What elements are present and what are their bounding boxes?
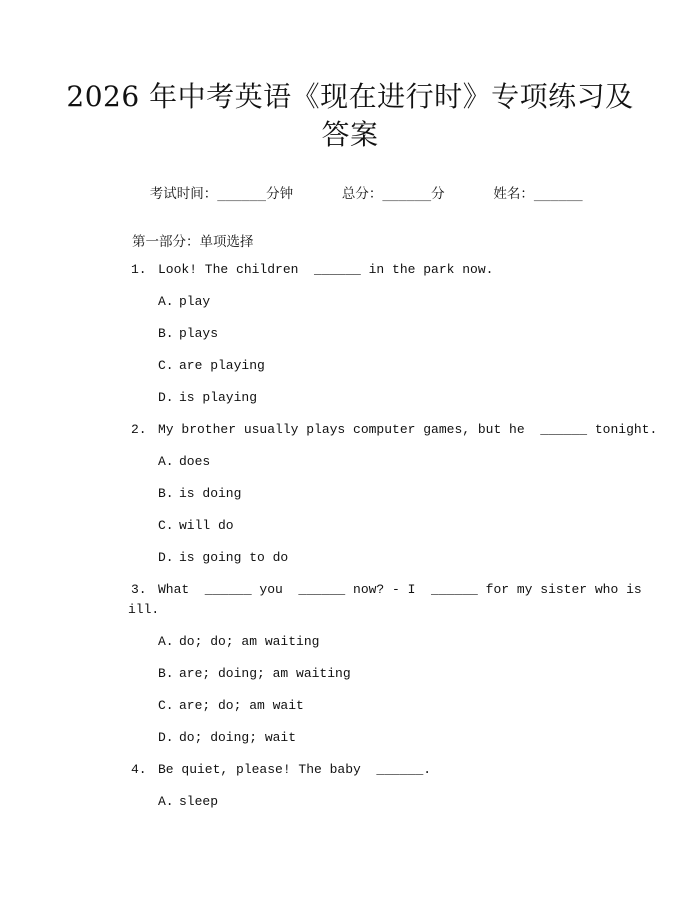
- option-letter: C.: [158, 358, 174, 373]
- option-text: will do: [179, 518, 234, 533]
- question-number: 3.: [131, 582, 147, 597]
- option-letter: B.: [158, 486, 174, 501]
- option-text: do; doing; wait: [179, 730, 297, 745]
- question-text-continued: ill.: [128, 602, 160, 617]
- question-number: 2.: [131, 422, 147, 437]
- option-letter: D.: [158, 390, 174, 405]
- option-item: [158, 326, 218, 341]
- option-letter: C.: [158, 698, 174, 713]
- question-text: Look! The children ______ in the park now.: [158, 262, 494, 277]
- exam-total-score: 总分：______分: [341, 186, 445, 202]
- option-letter: A.: [158, 634, 174, 649]
- option-item: [158, 454, 210, 469]
- option-item: [158, 730, 296, 745]
- option-text: are; do; am wait: [179, 698, 304, 713]
- question-number: 4.: [131, 762, 147, 777]
- option-item: [158, 550, 288, 565]
- option-item: [158, 486, 241, 501]
- option-letter: B.: [158, 326, 174, 341]
- question-number: 1.: [131, 262, 147, 277]
- option-letter: A.: [158, 454, 174, 469]
- option-letter: D.: [158, 550, 174, 565]
- exam-meta: [0, 166, 700, 218]
- title-line-1: 2026 年中考英语《现在进行时》专项练习及: [66, 80, 634, 113]
- exam-time: 考试时间：______分钟: [149, 186, 294, 202]
- option-item: [158, 666, 351, 681]
- option-letter: A.: [158, 794, 174, 809]
- option-item: [158, 698, 304, 713]
- option-item: [158, 294, 210, 309]
- option-item: [158, 390, 257, 405]
- option-letter: B.: [158, 666, 174, 681]
- question-text: My brother usually plays computer games, but he ______ tonight.: [158, 422, 658, 437]
- title-line-2: 答案: [321, 118, 379, 151]
- option-item: [158, 518, 234, 533]
- exam-name: 姓名：______: [493, 186, 583, 202]
- option-letter: D.: [158, 730, 174, 745]
- option-text: are; doing; am waiting: [179, 666, 351, 681]
- option-letter: C.: [158, 518, 174, 533]
- option-text: play: [179, 294, 211, 309]
- option-text: are playing: [179, 358, 265, 373]
- option-text: is doing: [179, 486, 242, 501]
- option-text: plays: [179, 326, 219, 341]
- option-text: does: [179, 454, 211, 469]
- option-text: is playing: [179, 390, 258, 405]
- question-text: What ______ you ______ now? - I ______ for my sister who is: [158, 582, 642, 597]
- option-item: [158, 634, 319, 649]
- option-item: [158, 794, 218, 809]
- option-letter: A.: [158, 294, 174, 309]
- option-text: do; do; am waiting: [179, 634, 320, 649]
- option-text: sleep: [179, 794, 219, 809]
- option-item: [158, 358, 265, 373]
- question-text: Be quiet, please! The baby ______.: [158, 762, 432, 777]
- section-title: 第一部分：单项选择: [132, 234, 254, 250]
- option-text: is going to do: [179, 550, 289, 565]
- document-title: [60, 78, 640, 154]
